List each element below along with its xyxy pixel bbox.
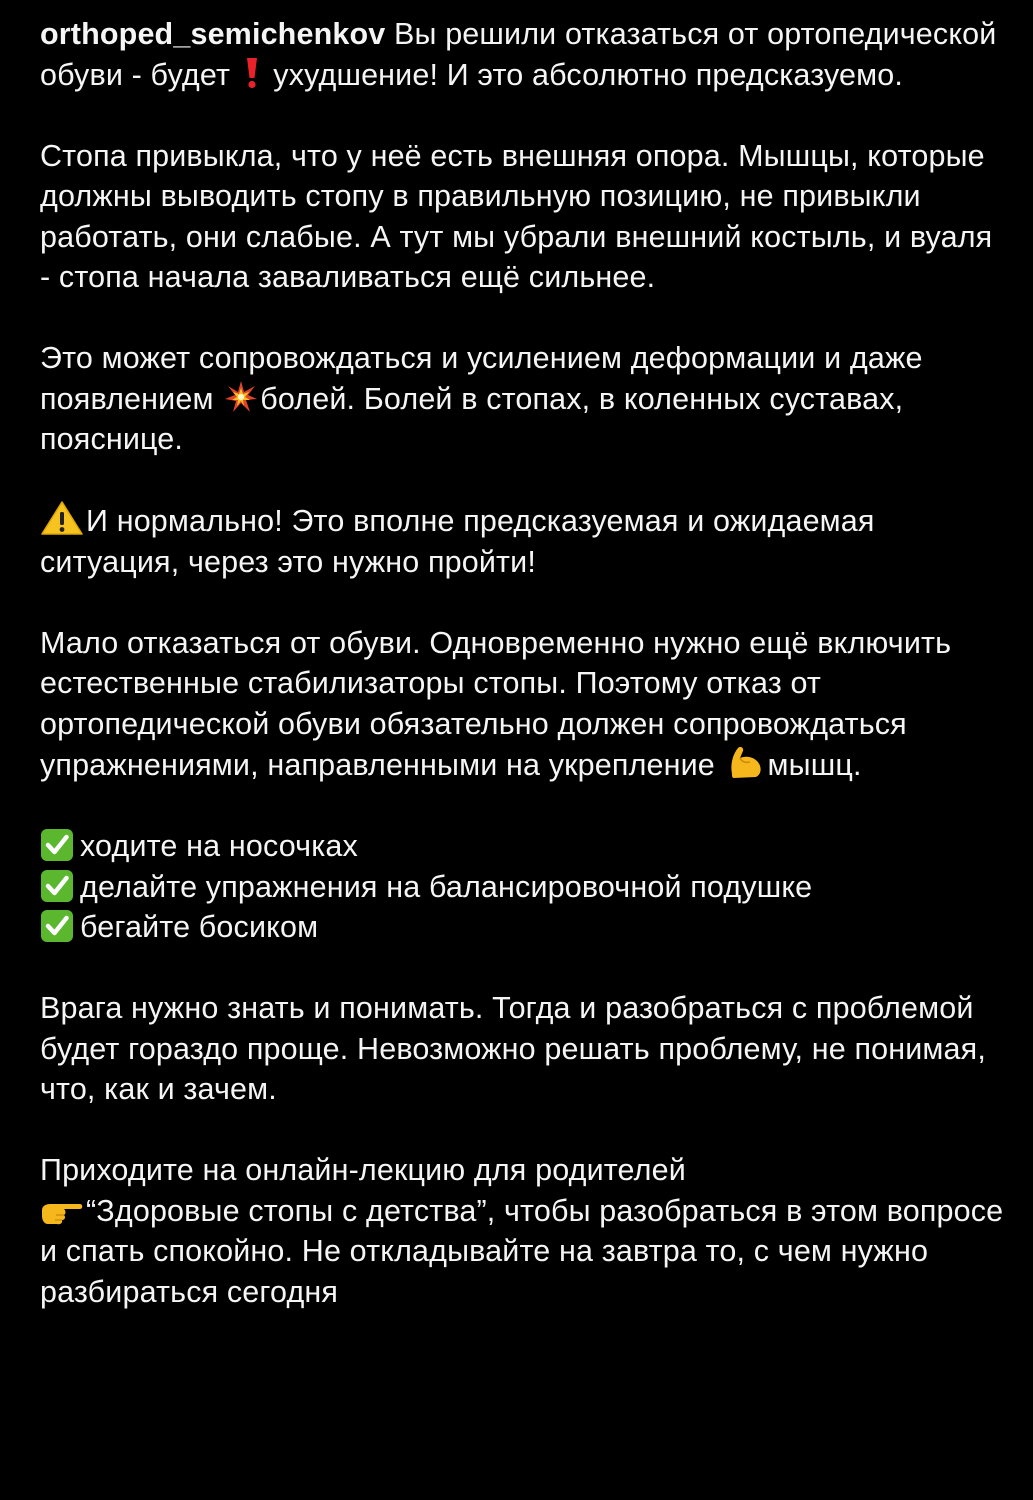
caption-text: И нормально! Это вполне предсказуемая и ожидаемая ситуация, через это нужно пройти! (40, 504, 875, 579)
caption-text: мышц. (767, 748, 862, 782)
caption-paragraph-5 (40, 623, 1005, 786)
checklist-text: бегайте босиком (80, 910, 319, 944)
post-caption (40, 14, 1005, 1312)
checklist (40, 826, 1005, 948)
caption-paragraph-3 (40, 338, 1005, 460)
exclamation-icon (241, 56, 263, 90)
caption-text: Мало отказаться от обуви. Одновременно нужно ещё включить естественные стабилизаторы стопы. Поэтому отказ от ортопедической обуви обязательно должен сопровождаться упражнениями, направленными на укрепление (40, 625, 952, 782)
checklist-text: ходите на носочках (80, 829, 358, 863)
pointing-right-icon (40, 1196, 84, 1226)
check-mark-button-icon (40, 909, 74, 943)
checklist-item (40, 826, 1005, 867)
warning-icon (40, 500, 84, 536)
caption-text: “Здоровые стопы с детства”, чтобы разобраться в этом вопросе и спать спокойно. Не откладывайте на завтра то, с чем нужно разбираться сегодня (40, 1193, 1004, 1309)
caption-paragraph-4 (40, 500, 1005, 582)
caption-text: Это может сопровождаться и усилением деформации и даже появлением (40, 341, 923, 416)
caption-text: ухудшение! И это абсолютно предсказуемо. (264, 57, 904, 92)
caption-text: Вы решили отказаться от ортопедической обуви - будет (40, 17, 997, 92)
caption-text: Приходите на онлайн-лекцию для родителей (40, 1153, 686, 1187)
caption-paragraph-6: Врага нужно знать и понимать. Тогда и разобраться с проблемой будет гораздо проще. Невозможно решать проблему, не понимая, что, как и зачем. (40, 991, 986, 1106)
flexed-biceps-icon (726, 744, 766, 780)
check-mark-button-icon (40, 828, 74, 862)
username-link[interactable]: orthoped_semichenkov (40, 17, 386, 51)
caption-paragraph-2: Стопа привыкла, что у неё есть внешняя опора. Мышцы, которые должны выводить стопу в правильную позицию, не привыкли работать, они слабые. А тут мы убрали внешний костыль, и вуаля - стопа начала заваливаться ещё сильнее. (40, 138, 993, 294)
checklist-item (40, 867, 1005, 908)
caption-paragraph-1 (40, 14, 1005, 95)
checklist-text: делайте упражнения на балансировочной подушке (80, 869, 813, 904)
checklist-item (40, 907, 1005, 948)
check-mark-button-icon (40, 869, 74, 903)
caption-text: болей. Болей в стопах, в коленных суставах, пояснице. (40, 381, 904, 456)
collision-icon (224, 380, 258, 414)
caption-paragraph-7 (40, 1150, 1005, 1312)
